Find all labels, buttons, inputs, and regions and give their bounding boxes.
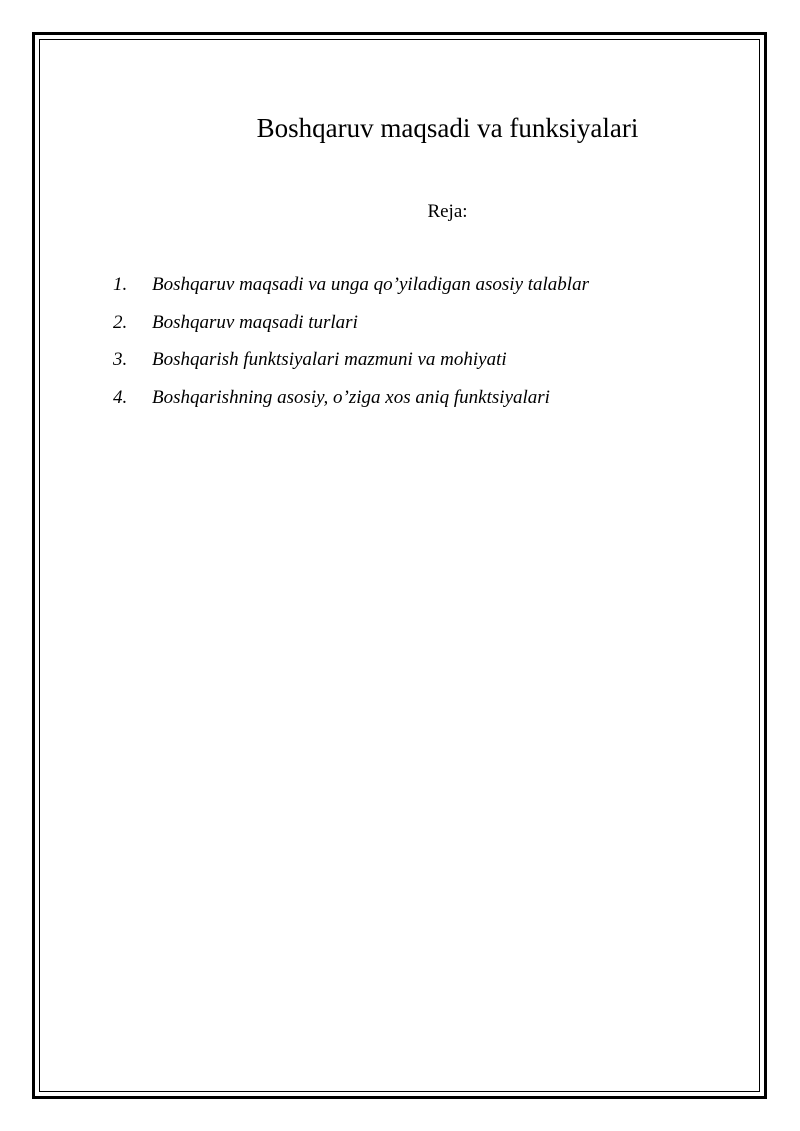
plan-item-text: Boshqaruv maqsadi turlari	[152, 311, 358, 333]
plan-item-number: 3.	[113, 349, 128, 370]
plan-item-number: 1.	[113, 274, 128, 295]
document-title: Boshqaruv maqsadi va funksiyalari	[256, 113, 639, 143]
plan-item-text: Boshqarish funktsiyalari mazmuni va mohiyati	[152, 349, 507, 370]
page-border-inner	[39, 39, 760, 1092]
plan-item-number: 4.	[113, 386, 128, 408]
plan-heading: Reja:	[427, 201, 468, 222]
plan-item-text: Boshqarishning asosiy, o’ziga xos aniq funktsiyalari	[152, 386, 550, 408]
plan-item-number: 2.	[113, 311, 128, 333]
plan-item-text: Boshqaruv maqsadi va unga qo’yiladigan asosiy talablar	[152, 274, 589, 295]
